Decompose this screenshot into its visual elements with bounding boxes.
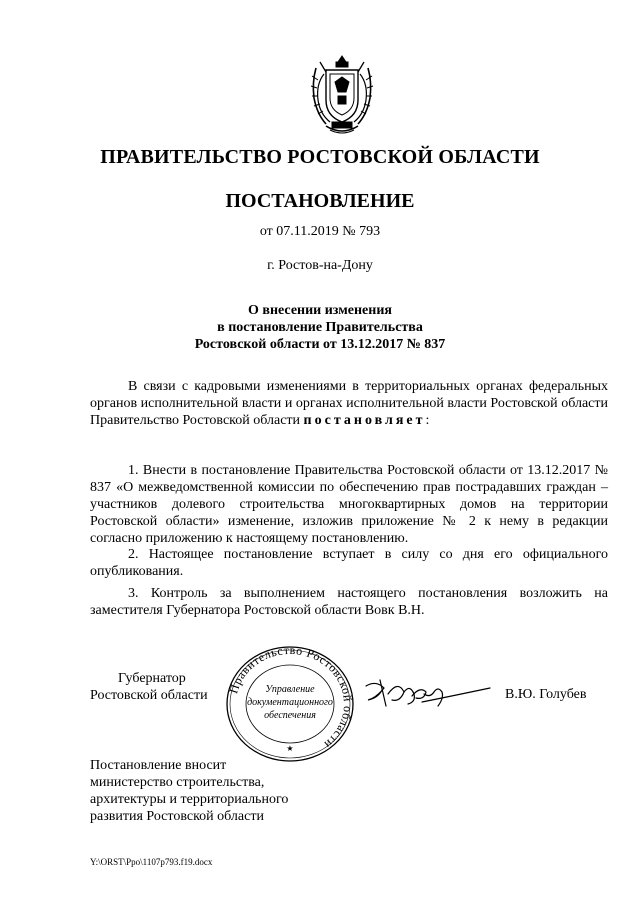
clause-2: 2. Настоящее постановление вступает в силу со дня его официального опубликования. xyxy=(90,547,608,579)
handwritten-signature xyxy=(362,672,494,714)
preamble-paragraph xyxy=(90,378,608,429)
stamp-center-line: обеспечения xyxy=(264,710,316,721)
signer-name: В.Ю. Голубев xyxy=(505,687,587,702)
submitter-line: министерство строительства, xyxy=(90,775,265,790)
clause-3: 3. Контроль за выполнением настоящего постановления возложить на заместителя Губернатора Ростовской области Вовк В.Н. xyxy=(90,586,608,618)
decree-colon: : xyxy=(425,413,430,428)
document-city: г. Ростов-на-Дону xyxy=(267,258,373,273)
document-type: ПОСТАНОВЛЕНИЕ xyxy=(225,190,415,212)
subject-line: Ростовской области от 13.12.2017 № 837 xyxy=(194,337,446,352)
submitter-block xyxy=(90,757,330,825)
preamble-text: В связи с кадровыми изменениями в территориальных органах федеральных органов исполнительной власти и органах исполнительной власти Ростовской области Правительство Ростовской области xyxy=(90,379,608,428)
stamp-center-line: документационного xyxy=(247,697,333,708)
subject-line: О внесении изменения xyxy=(248,303,392,318)
svg-text:★: ★ xyxy=(286,744,294,753)
official-stamp xyxy=(224,645,356,763)
signatory-title xyxy=(90,670,220,704)
organization-title: ПРАВИТЕЛЬСТВО РОСТОВСКОЙ ОБЛАСТИ xyxy=(100,146,540,168)
stamp-center-line: Управление xyxy=(265,684,315,695)
signatory-region: Ростовской области xyxy=(90,688,208,703)
submitter-line: Постановление вносит xyxy=(90,758,227,773)
submitter-line: развития Ростовской области xyxy=(90,809,264,824)
coat-of-arms-emblem xyxy=(302,52,382,138)
subject-line: в постановление Правительства xyxy=(217,320,423,335)
clause-1: 1. Внести в постановление Правительства Ростовской области от 13.12.2017 № 837 «О межведомственной комиссии по обеспечению прав пострадавших граждан – участников долевого строительства многоквартирных домов на территории Ростовской области» изменение, изложив приложение № 2 к нему в редакции согласно приложению к настоящему постановлению. xyxy=(90,463,608,546)
stamp-ring-text: Правительство Ростовской области xyxy=(226,645,356,752)
file-path: Y:\ORST\Ppo\1107p793.f19.docx xyxy=(90,857,213,867)
document-subject xyxy=(0,302,640,353)
document-date-number: от 07.11.2019 № 793 xyxy=(259,224,381,239)
decree-word: постановляет xyxy=(303,413,426,428)
signatory-position: Губернатор xyxy=(118,671,186,686)
submitter-line: архитектуры и территориального xyxy=(90,792,289,807)
